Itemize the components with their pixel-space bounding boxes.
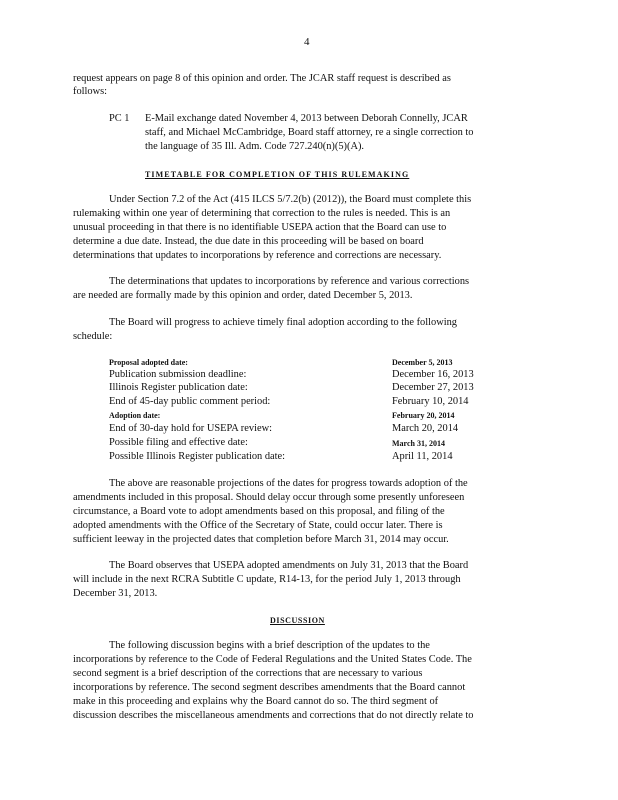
paragraph-line: will include in the next RCRA Subtitle C update, R14-13, for the period July 1, 2013 through [73,574,461,585]
schedule-event: End of 45-day public comment period: [109,396,271,407]
paragraph-line: The following discussion begins with a brief description of the updates to the [109,640,430,651]
paragraph-line: sufficient leeway in the projected dates that completion before March 31, 2014 may occur. [73,534,449,545]
section-heading-discussion: DISCUSSION [270,616,325,625]
paragraph-line: Under Section 7.2 of the Act (415 ILCS 5/7.2(b) (2012)), the Board must complete this [109,194,472,205]
schedule-date: April 11, 2014 [392,451,453,462]
page-number: 4 [304,36,310,48]
schedule-event: Illinois Register publication date: [109,382,248,393]
paragraph-line: schedule: [73,331,113,342]
schedule-event: Adoption date: [109,411,161,420]
schedule-event: Proposal adopted date: [109,358,188,367]
public-comment-line: the language of 35 Ill. Adm. Code 727.240(n)(5)(A). [145,141,365,152]
paragraph-line: December 31, 2013. [73,588,158,599]
intro-line: follows: [73,86,108,97]
intro-line: request appears on page 8 of this opinion and order. The JCAR staff request is described as [73,73,451,84]
public-comment-line: E-Mail exchange dated November 4, 2013 between Deborah Connelly, JCAR [145,113,468,124]
schedule-event: Publication submission deadline: [109,369,247,380]
paragraph-line: The determinations that updates to incorporations by reference and various corrections [109,276,470,287]
paragraph-line: discussion describes the miscellaneous amendments and corrections that do not directly relate to [73,710,474,721]
paragraph-line: The above are reasonable projections of the dates for progress towards adoption of the [109,478,468,489]
schedule-event: Possible filing and effective date: [109,437,248,448]
schedule-date: December 5, 2013 [392,358,453,367]
schedule-event: Possible Illinois Register publication date: [109,451,286,462]
paragraph-line: incorporations by reference. The second segment describes amendments that the Board cannot [73,682,466,693]
paragraph-line: unusual proceeding in that there is no identifiable USEPA action that the Board can use to [73,222,447,233]
paragraph-line: amendments included in this proposal. Should delay occur through some presently unforeseen [73,492,465,503]
paragraph-line: make in this proceeding and explains why the Board cannot do so. The third segment of [73,696,439,707]
schedule-date: December 16, 2013 [392,369,474,380]
schedule-event: End of 30-day hold for USEPA review: [109,423,272,434]
section-heading-timetable: TIMETABLE FOR COMPLETION OF THIS RULEMAKING [145,170,410,179]
paragraph-line: second segment is a brief description of the corrections that are necessary to various [73,668,423,679]
paragraph-line: determinations that updates to incorporations by reference and corrections are necessary. [73,250,442,261]
schedule-date: December 27, 2013 [392,382,474,393]
paragraph-line: incorporations by reference to the Code of Federal Regulations and the United States Code. The [73,654,472,665]
paragraph-line: rulemaking within one year of determining that correction to the rules is needed. This is an [73,208,451,219]
schedule-date: February 10, 2014 [392,396,469,407]
schedule-date: February 20, 2014 [392,411,455,420]
public-comment-line: staff, and Michael McCambridge, Board staff attorney, re a single correction to [145,127,474,138]
paragraph-line: The Board will progress to achieve timely final adoption according to the following [109,317,457,328]
paragraph-line: The Board observes that USEPA adopted amendments on July 31, 2013 that the Board [109,560,469,571]
schedule-date: March 20, 2014 [392,423,459,434]
paragraph-line: adopted amendments with the Office of the Secretary of State, could occur later. There is [73,520,443,531]
paragraph-line: are needed are formally made by this opinion and order, dated December 5, 2013. [73,290,413,301]
paragraph-line: determine a due date. Instead, the due date in this proceeding will be based on board [73,236,424,247]
schedule-date: March 31, 2014 [392,439,445,448]
public-comment-label: PC 1 [109,113,130,124]
paragraph-line: circumstance, a Board vote to adopt amendments based on this proposal, and filing of the [73,506,445,517]
